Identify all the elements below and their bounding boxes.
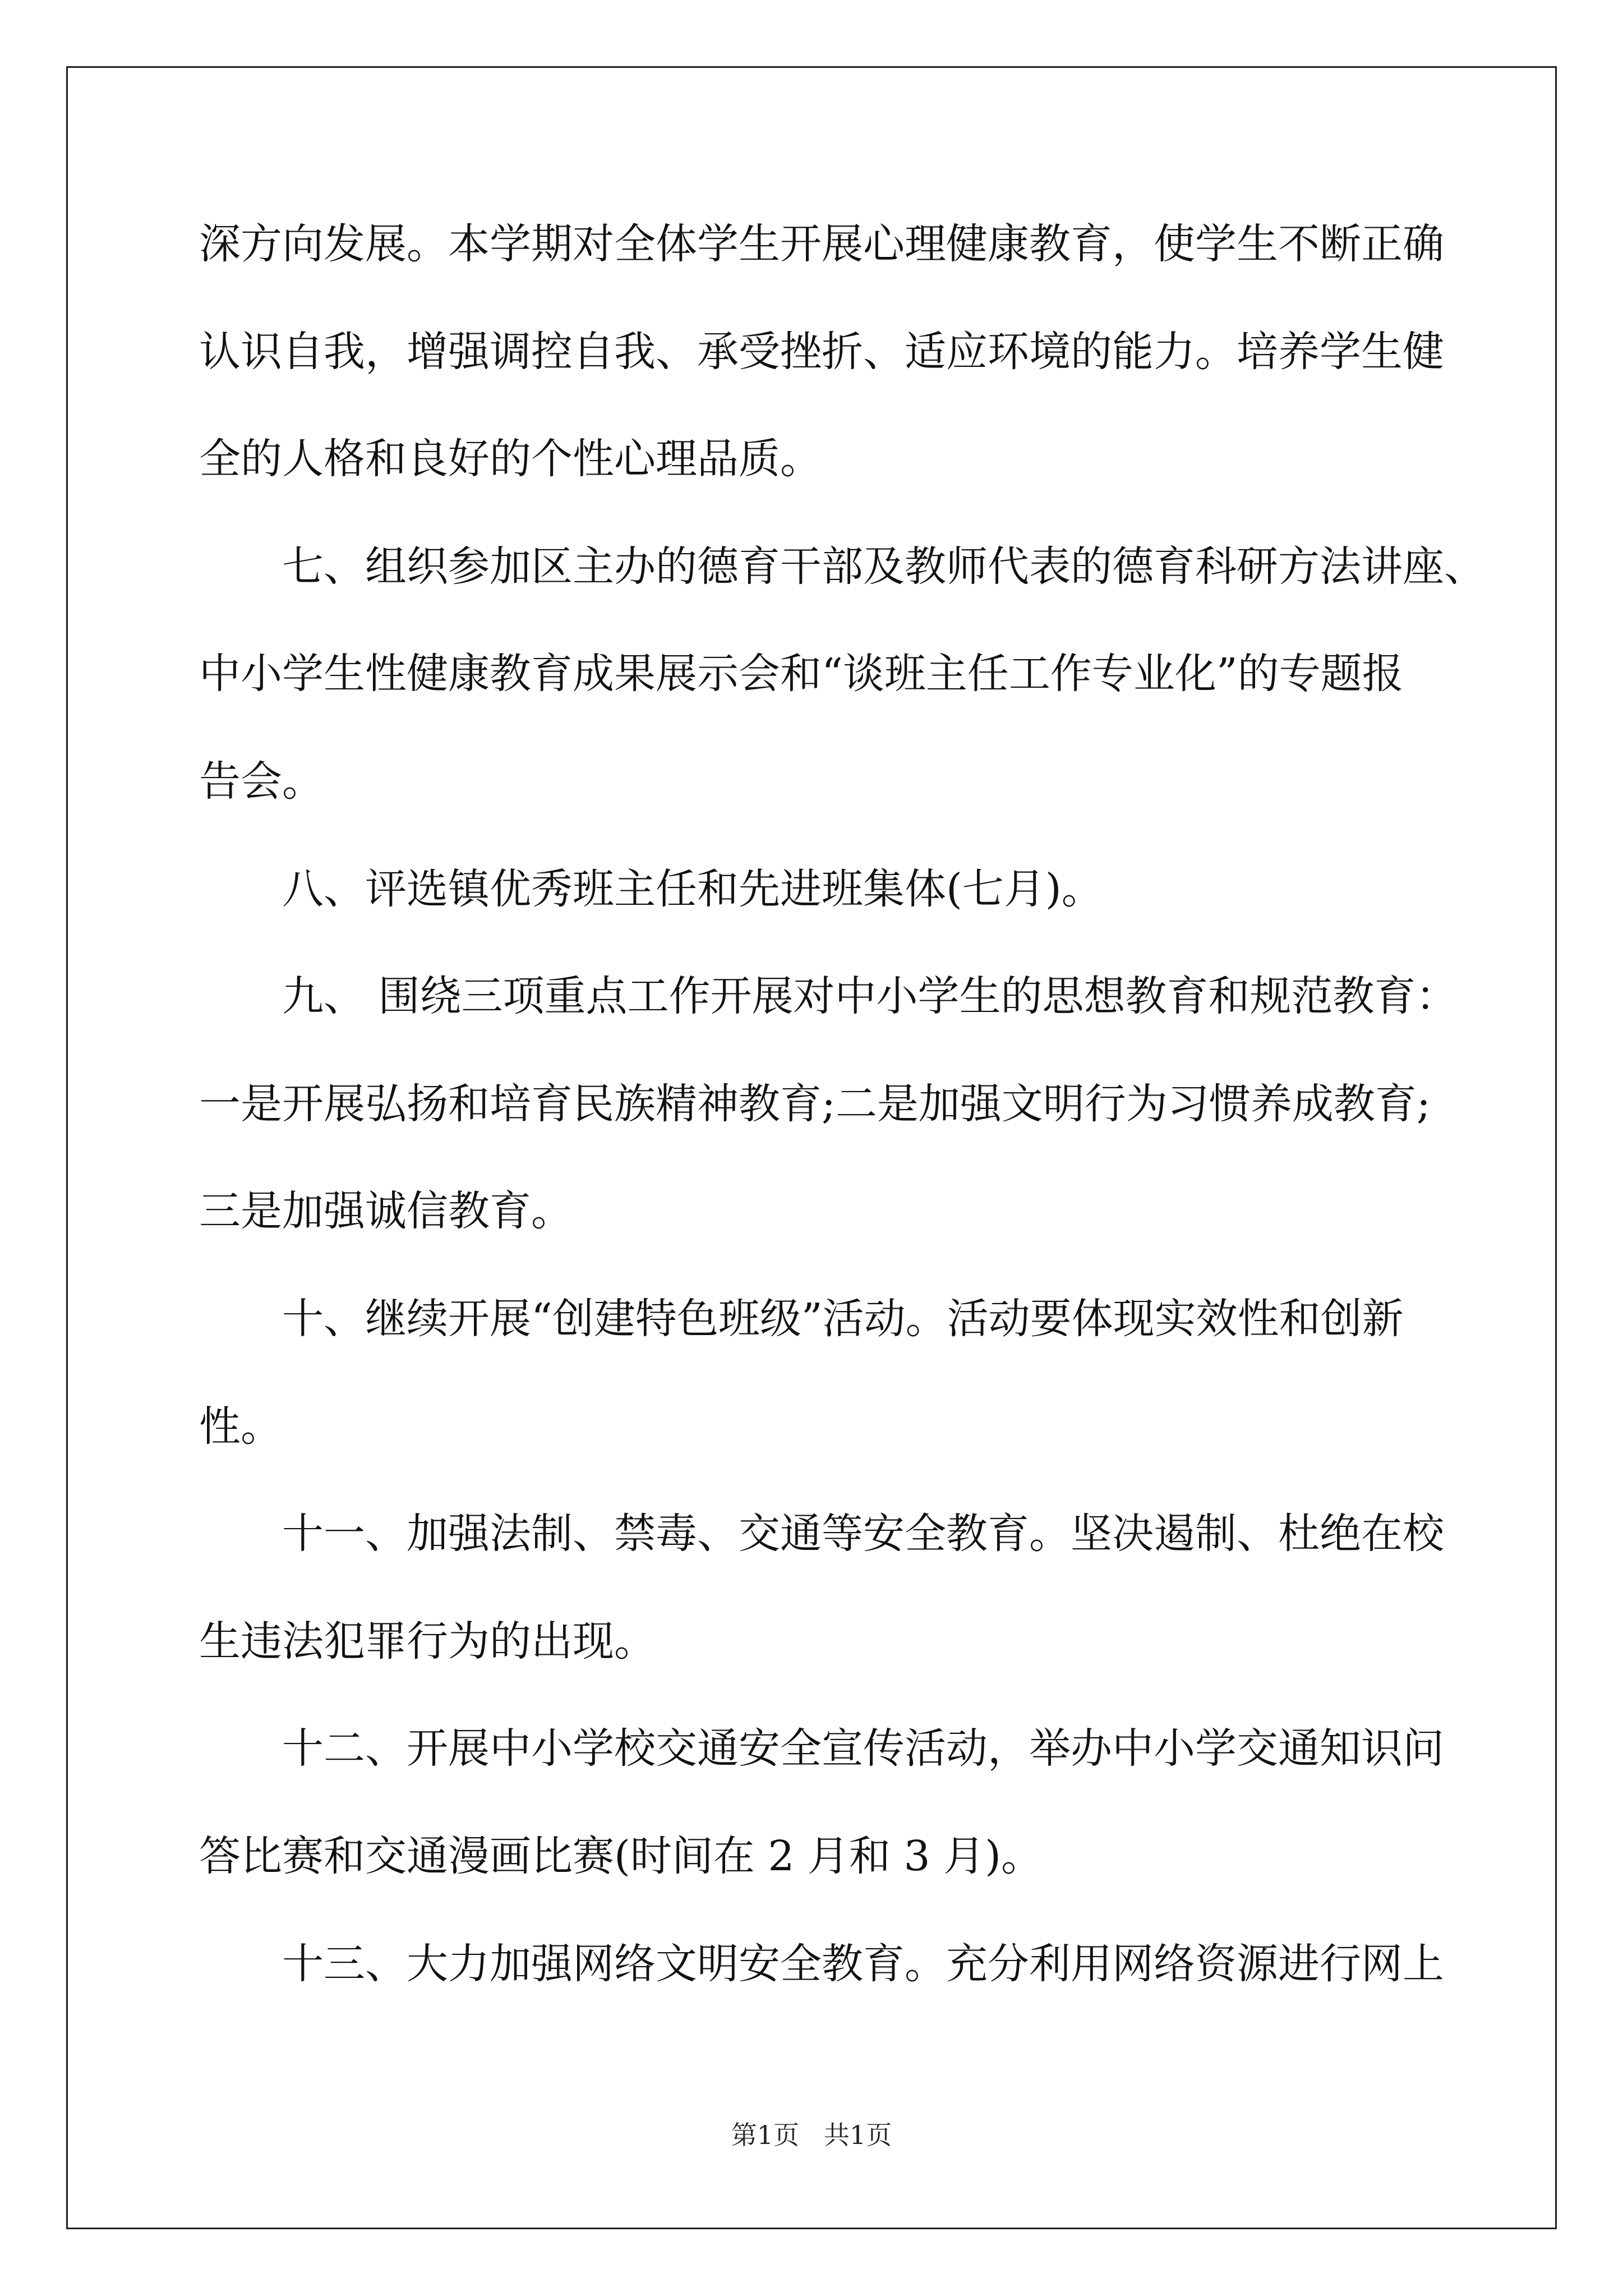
page-border — [66, 66, 1557, 2229]
page-footer: 第1页 共1页 — [731, 2120, 892, 2150]
text-line-7: 八、评选镇优秀班主任和先进班集体(七月)。 — [199, 865, 1103, 913]
text-line-15: 十二、开展中小学校交通安全宣传活动，举办中小学交通知识问 — [199, 1724, 1444, 1773]
text-line-1: 深方向发展。本学期对全体学生开展心理健康教育，使学生不断正确 — [199, 220, 1444, 268]
text-line-3: 全的人格和良好的个性心理品质。 — [199, 435, 822, 483]
text-line-6: 告会。 — [199, 757, 324, 806]
text-line-5: 中小学生性健康教育成果展示会和“谈班主任工作专业化”的专题报 — [199, 650, 1404, 698]
text-line-2: 认识自我，增强调控自我、承受挫折、适应环境的能力。培养学生健 — [199, 328, 1444, 376]
text-line-12: 性。 — [199, 1402, 282, 1451]
text-line-8: 九、 围绕三项重点工作开展对中小学生的思想教育和规范教育： — [199, 972, 1458, 1020]
text-line-13: 十一、加强法制、禁毒、交通等安全教育。坚决遏制、杜绝在校 — [199, 1510, 1444, 1558]
text-line-9: 一是开展弘扬和培育民族精神教育;二是加强文明行为习惯养成教育; — [199, 1080, 1431, 1128]
text-line-14: 生违法犯罪行为的出现。 — [199, 1617, 656, 1665]
text-line-10: 三是加强诚信教育。 — [199, 1187, 573, 1235]
text-line-16: 答比赛和交通漫画比赛(时间在 2 月和 3 月)。 — [199, 1832, 1043, 1880]
text-line-11: 十、继续开展“创建特色班级”活动。活动要体现实效性和创新 — [199, 1295, 1404, 1343]
text-line-17: 十三、大力加强网络文明安全教育。充分利用网络资源进行网上 — [199, 1940, 1444, 1988]
text-line-4: 七、组织参加区主办的德育干部及教师代表的德育科研方法讲座、 — [199, 542, 1486, 591]
